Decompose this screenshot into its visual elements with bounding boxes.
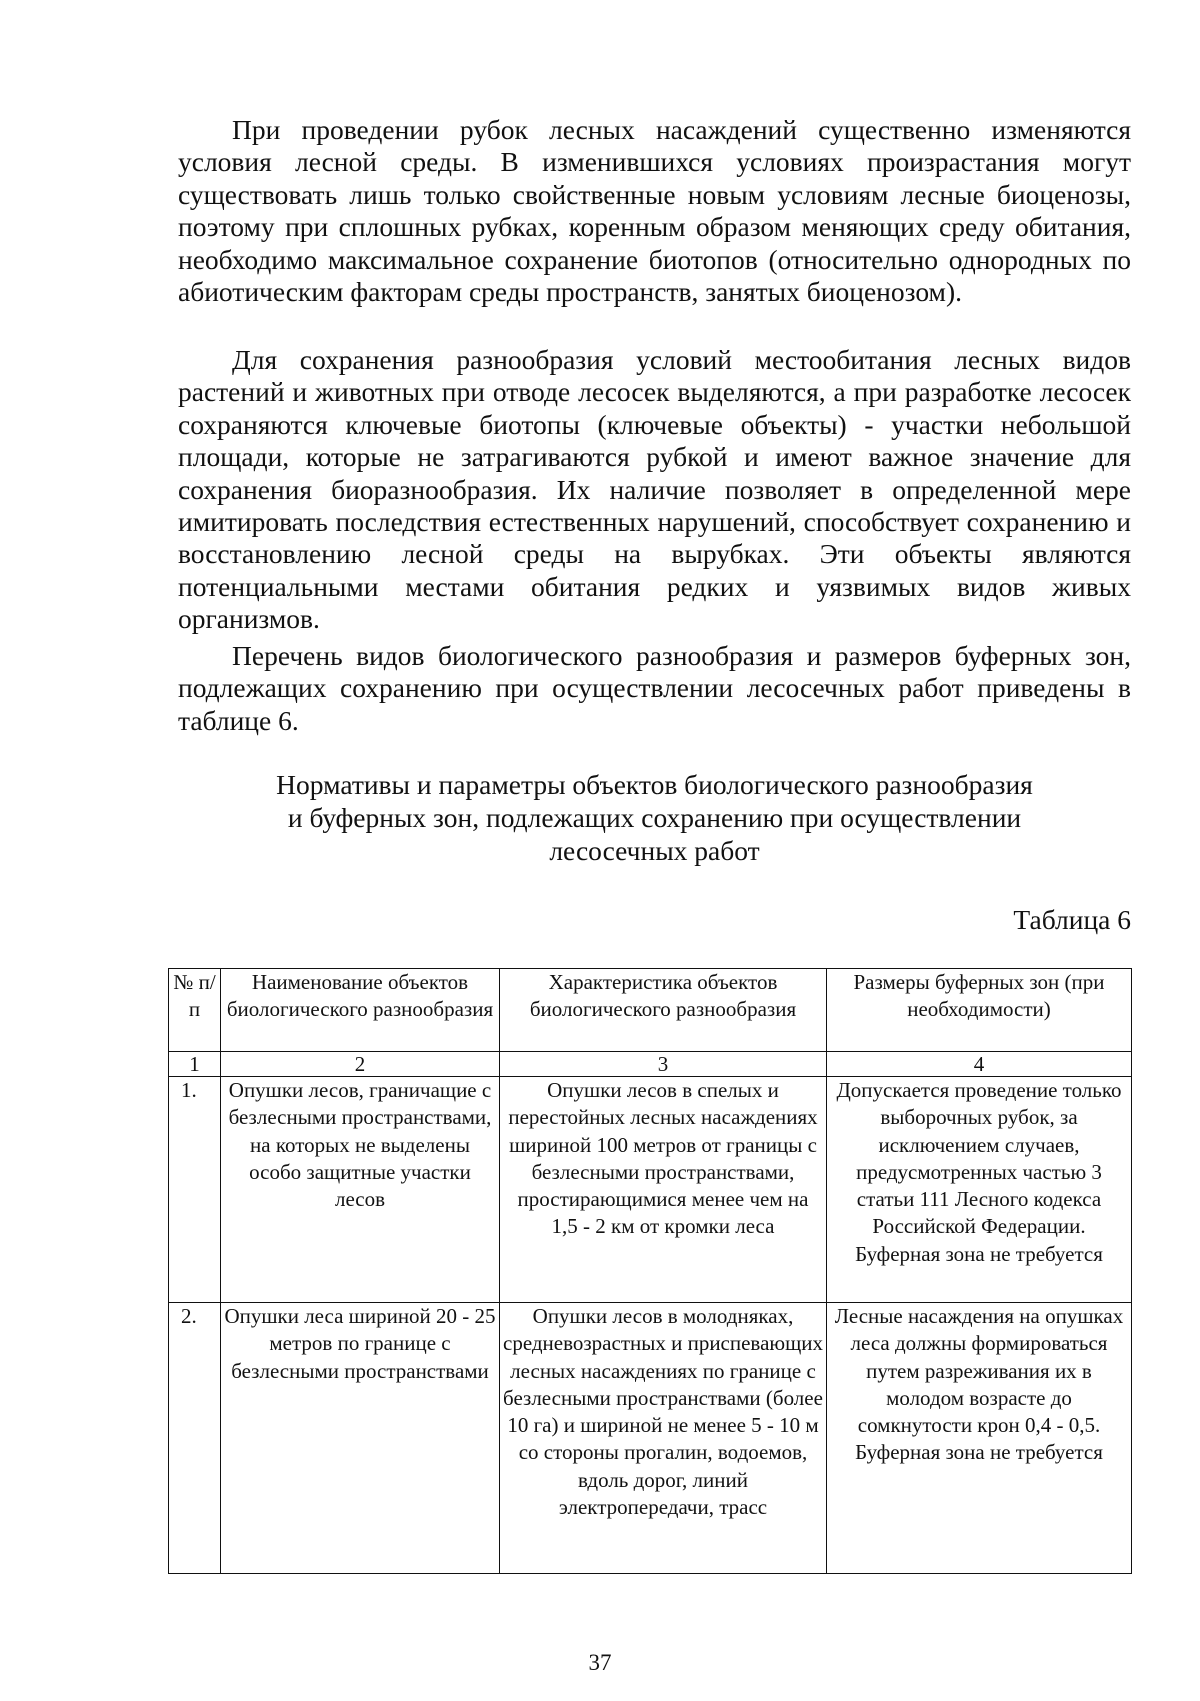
paragraph-table-reference: Перечень видов биологического разнообразия и размеров буферных зон, подлежащих сохранению при осуществлении лесосечных работ приведены в таблице 6. <box>178 640 1131 736</box>
header-buffer-size: Размеры буферных зон (при необходимости) <box>827 969 1132 1052</box>
column-number-row <box>169 1052 1132 1077</box>
row-number: 1. <box>169 1077 221 1303</box>
row-object-name: Опушки лесов, граничащие с безлесными пространствами, на которых не выделены особо защитные участки лесов <box>221 1077 500 1303</box>
heading-line-2: и буферных зон, подлежащих сохранению при осуществлении <box>287 802 1022 833</box>
table-heading <box>178 768 1131 867</box>
table-header-row <box>169 969 1132 1052</box>
row-object-characteristic: Опушки лесов в спелых и перестойных лесных насаждениях шириной 100 метров от границы с безлесными пространствами, простирающимися менее чем на 1,5 - 2 км от кромки леса <box>500 1077 827 1303</box>
row-object-name: Опушки леса шириной 20 - 25 метров по границе с безлесными пространствами <box>221 1303 500 1574</box>
row-buffer-size: Допускается проведение только выборочных рубок, за исключением случаев, предусмотренных частью 3 статьи 111 Лесного кодекса Российской Федерации. Буферная зона не требуется <box>827 1077 1132 1303</box>
heading-line-1: Нормативы и параметры объектов биологического разнообразия <box>276 769 1033 800</box>
header-number: № п/п <box>169 969 221 1052</box>
column-number: 2 <box>221 1052 500 1077</box>
table-label: Таблица 6 <box>1013 904 1131 935</box>
row-number: 2. <box>169 1303 221 1574</box>
page-number: 37 <box>588 1650 612 1675</box>
column-number: 4 <box>827 1052 1132 1077</box>
row-object-characteristic: Опушки лесов в молодняках, средневозрастных и приспевающих лесных насаждениях по границе с безлесными пространствами (более 10 га) и шириной не менее 5 - 10 м со стороны прогалин, водоемов, вдоль дорог, линий электропередачи, трасс <box>500 1303 827 1574</box>
column-number: 1 <box>169 1052 221 1077</box>
header-object-characteristic: Характеристика объектов биологического разнообразия <box>500 969 827 1052</box>
table-row <box>169 1077 1132 1303</box>
heading-line-3: лесосечных работ <box>549 835 760 866</box>
paragraph-key-biotopes: Для сохранения разнообразия условий местообитания лесных видов растений и животных при отводе лесосек выделяются, а при разработке лесосек сохраняются ключевые биотопы (ключевые объекты) - участки небольшой площади, которые не затрагиваются рубкой и имеют важное значение для сохранения биоразнообразия. Их наличие позволяет в определенной мере имитировать последствия естественных нарушений, способствует сохранению и восстановлению лесной среды на вырубках. Эти объекты являются потенциальными местами обитания редких и уязвимых видов живых организмов. <box>178 344 1131 635</box>
biodiversity-table <box>168 968 1132 1574</box>
header-object-name: Наименование объектов биологического разнообразия <box>221 969 500 1052</box>
column-number: 3 <box>500 1052 827 1077</box>
paragraph-logging-conditions: При проведении рубок лесных насаждений существенно изменяются условия лесной среды. В изменившихся условиях произрастания могут существовать лишь только свойственные новым условиям лесные биоценозы, поэтому при сплошных рубках, коренным образом меняющих среду обитания, необходимо максимальное сохранение биотопов (относительно однородных по абиотическим факторам среды пространств, занятых биоценозом). <box>178 114 1131 308</box>
row-buffer-size: Лесные насаждения на опушках леса должны формироваться путем разреживания их в молодом возрасте до сомкнутости крон 0,4 - 0,5. Буферная зона не требуется <box>827 1303 1132 1574</box>
table-row <box>169 1303 1132 1574</box>
